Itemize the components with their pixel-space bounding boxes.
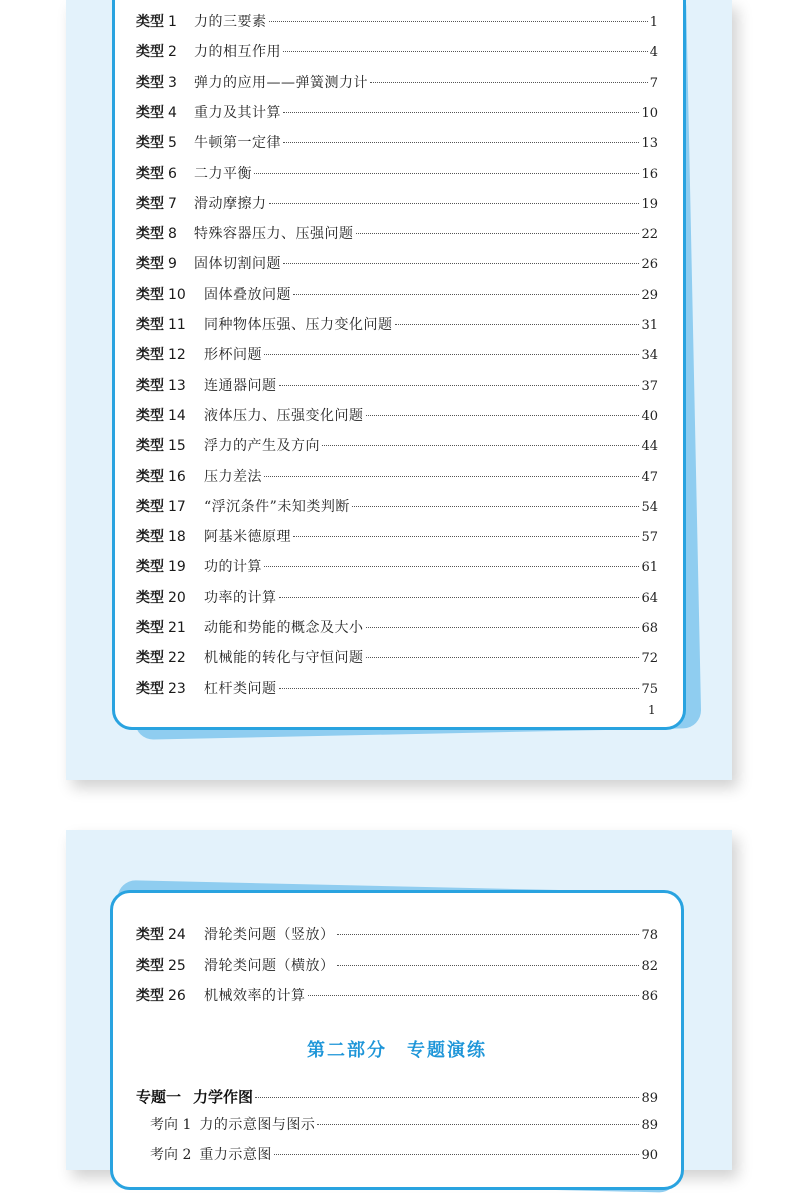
toc-entry-row[interactable] <box>136 314 658 338</box>
entry-type-label <box>136 556 196 576</box>
entry-title: 功率的计算 <box>204 589 277 606</box>
entry-title: 固体叠放问题 <box>204 286 291 303</box>
type-word: 类型 <box>136 286 164 303</box>
subtopic-page: 90 <box>641 1148 658 1163</box>
entry-type-label <box>136 284 196 304</box>
toc-entry-row[interactable] <box>136 924 658 948</box>
entry-page: 44 <box>641 439 658 455</box>
toc-entry-row[interactable] <box>136 375 658 399</box>
type-word: 类型 <box>136 680 164 697</box>
entry-title: “浮沉条件”未知类判断 <box>204 498 350 515</box>
topic-title: 力学作图 <box>193 1088 254 1106</box>
leader-dots <box>279 597 640 598</box>
entry-type-label <box>136 163 186 183</box>
toc-entry-row[interactable] <box>136 284 658 308</box>
subtopic-label: 考向 1 <box>150 1117 192 1133</box>
entry-type-label <box>136 587 196 607</box>
leader-dots <box>279 385 640 386</box>
type-word: 类型 <box>136 226 164 243</box>
leader-dots <box>322 445 639 446</box>
type-number: 12 <box>168 347 186 364</box>
type-number: 9 <box>168 256 177 273</box>
type-word: 类型 <box>136 498 164 515</box>
entry-type-label <box>136 132 186 152</box>
toc-entry-row[interactable] <box>136 556 658 580</box>
toc-entry-row[interactable] <box>136 678 658 702</box>
entry-page: 54 <box>641 499 658 515</box>
type-number: 13 <box>168 377 186 394</box>
subtopic-title: 力的示意图与图示 <box>199 1117 316 1133</box>
type-number: 11 <box>168 317 186 333</box>
entry-type-label <box>136 617 196 637</box>
entry-title: 阿基米德原理 <box>204 529 291 546</box>
type-number: 20 <box>168 589 186 606</box>
entry-type-label <box>136 314 196 334</box>
entry-title: 机械效率的计算 <box>204 988 306 1004</box>
entry-type-label <box>136 344 196 364</box>
entry-title: 功的计算 <box>204 559 262 576</box>
type-number: 25 <box>168 957 186 974</box>
leader-dots <box>274 1154 640 1155</box>
type-word: 类型 <box>136 74 164 91</box>
entry-type-label <box>136 526 196 546</box>
type-word: 类型 <box>136 468 164 485</box>
entry-type-label <box>136 72 186 92</box>
entry-title: 液体压力、压强变化问题 <box>204 407 364 424</box>
toc-entry-row[interactable] <box>136 405 658 429</box>
entry-page: 86 <box>641 989 658 1004</box>
entry-page: 26 <box>641 257 658 273</box>
toc-topic-row[interactable] <box>136 1086 658 1110</box>
entry-page: 31 <box>641 318 658 333</box>
type-word: 类型 <box>136 256 164 273</box>
type-number: 26 <box>168 988 186 1004</box>
entry-title: 牛顿第一定律 <box>194 135 281 152</box>
entry-page: 47 <box>641 469 658 485</box>
entry-page: 1 <box>649 15 658 30</box>
entry-title: 重力及其计算 <box>194 104 281 121</box>
leader-dots <box>337 965 640 966</box>
leader-dots <box>366 627 640 628</box>
toc-entry-row[interactable] <box>136 587 658 611</box>
toc-entry-row[interactable] <box>136 223 658 247</box>
entry-type-label <box>136 435 196 455</box>
type-number: 24 <box>168 927 186 943</box>
type-word: 类型 <box>136 407 164 424</box>
leader-dots <box>395 324 640 325</box>
toc-entry-row[interactable] <box>136 41 658 65</box>
entry-title: 滑轮类问题（竖放） <box>204 927 335 943</box>
entry-page: 29 <box>641 287 658 303</box>
entry-title: 机械能的转化与守恒问题 <box>204 650 364 667</box>
entry-page: 22 <box>641 227 658 243</box>
entry-page: 57 <box>641 530 658 546</box>
toc-entry-row[interactable] <box>136 344 658 368</box>
entry-type-label <box>136 678 196 698</box>
leader-dots <box>356 233 640 234</box>
entry-title: 连通器问题 <box>204 377 277 394</box>
toc-entry-row[interactable] <box>136 526 658 550</box>
type-word: 类型 <box>136 104 164 121</box>
entry-type-label <box>136 955 196 975</box>
entry-title: 力的三要素 <box>194 14 267 30</box>
entry-type-label <box>136 466 196 486</box>
type-number: 2 <box>168 44 177 61</box>
entry-type-label <box>136 253 186 273</box>
leader-dots <box>352 506 640 507</box>
topic-page: 89 <box>641 1091 658 1106</box>
type-word: 类型 <box>136 44 164 61</box>
entry-page: 40 <box>641 408 658 424</box>
leader-dots <box>293 536 639 537</box>
type-word: 类型 <box>136 195 164 212</box>
type-word: 类型 <box>136 988 164 1004</box>
leader-dots <box>317 1124 639 1125</box>
type-number: 19 <box>168 559 186 576</box>
entry-type-label <box>136 41 186 61</box>
entry-type-label <box>136 193 186 213</box>
subtopic-title: 重力示意图 <box>199 1147 272 1163</box>
entry-page: 68 <box>641 621 658 636</box>
entry-type-label <box>136 223 186 243</box>
entry-title: 滑轮类问题（横放） <box>204 957 335 974</box>
type-word: 类型 <box>136 135 164 152</box>
toc-entry-row[interactable] <box>136 253 658 277</box>
leader-dots <box>264 566 639 567</box>
entry-type-label <box>136 11 186 31</box>
entry-type-label <box>136 924 196 944</box>
leader-dots <box>254 173 639 174</box>
entry-type-label <box>136 375 196 395</box>
leader-dots <box>279 688 640 689</box>
type-number: 17 <box>168 498 186 515</box>
toc-entry-row[interactable] <box>136 132 658 156</box>
section-heading: 第二部分 专题演练 <box>307 1040 487 1061</box>
toc-entry-row[interactable] <box>136 435 658 459</box>
entry-type-label <box>136 102 186 122</box>
type-word: 类型 <box>136 650 164 667</box>
leader-dots <box>283 142 639 143</box>
entry-title: 固体切割问题 <box>194 256 281 273</box>
toc-entry-row[interactable] <box>136 11 658 35</box>
type-number: 8 <box>168 226 177 243</box>
toc-entry-row[interactable] <box>136 193 658 217</box>
toc-entry-row[interactable] <box>136 72 658 96</box>
entry-page: 75 <box>641 681 658 697</box>
type-word: 类型 <box>136 438 164 455</box>
subtopic-page: 89 <box>641 1118 658 1133</box>
entry-page: 61 <box>641 560 658 576</box>
entry-title: 杠杆类问题 <box>204 680 277 697</box>
type-number: 10 <box>168 286 186 303</box>
leader-dots <box>337 934 640 935</box>
type-word: 类型 <box>136 14 164 30</box>
entry-type-label <box>136 405 196 425</box>
type-number: 21 <box>168 620 186 636</box>
entry-page: 78 <box>641 928 658 943</box>
type-number: 22 <box>168 650 186 667</box>
type-number: 23 <box>168 680 186 697</box>
entry-type-label <box>136 985 196 1005</box>
toc-entry-row[interactable] <box>136 102 658 126</box>
type-word: 类型 <box>136 317 164 333</box>
entry-type-label <box>136 647 196 667</box>
entry-title: 弹力的应用——弹簧测力计 <box>194 74 368 91</box>
leader-dots <box>308 995 640 996</box>
entry-page: 82 <box>641 958 658 974</box>
toc-entry-row[interactable] <box>136 955 658 979</box>
entry-title: 特殊容器压力、压强问题 <box>194 226 354 243</box>
leader-dots <box>293 294 639 295</box>
leader-dots <box>283 51 648 52</box>
leader-dots <box>283 263 639 264</box>
type-word: 类型 <box>136 347 164 364</box>
subtopic-label: 考向 2 <box>150 1147 192 1163</box>
type-word: 类型 <box>136 957 164 974</box>
type-number: 1 <box>168 14 177 30</box>
entry-page: 19 <box>641 196 658 212</box>
toc-entry-row[interactable] <box>136 985 658 1009</box>
type-number: 18 <box>168 529 186 546</box>
entry-type-label <box>136 496 196 516</box>
type-word: 类型 <box>136 165 164 182</box>
entry-page: 13 <box>641 136 658 152</box>
entry-page: 72 <box>641 651 658 667</box>
entry-title: 力的相互作用 <box>194 44 281 61</box>
topic-label: 专题一 <box>136 1088 182 1106</box>
entry-title: 形杯问题 <box>204 347 262 364</box>
type-number: 5 <box>168 135 177 152</box>
type-number: 7 <box>168 195 177 212</box>
type-word: 类型 <box>136 529 164 546</box>
entry-page: 34 <box>641 348 658 364</box>
leader-dots <box>264 354 639 355</box>
toc-entry-row[interactable] <box>136 163 658 187</box>
leader-dots <box>366 415 640 416</box>
type-number: 6 <box>168 165 177 182</box>
type-word: 类型 <box>136 559 164 576</box>
type-word: 类型 <box>136 620 164 636</box>
entry-page: 10 <box>641 105 658 121</box>
type-word: 类型 <box>136 589 164 606</box>
entry-title: 动能和势能的概念及大小 <box>204 620 364 636</box>
leader-dots <box>366 657 640 658</box>
type-word: 类型 <box>136 377 164 394</box>
toc-entry-row[interactable] <box>136 466 658 490</box>
entry-title: 同种物体压强、压力变化问题 <box>204 317 393 333</box>
entry-title: 二力平衡 <box>194 165 252 182</box>
toc-entry-row[interactable] <box>136 617 658 641</box>
leader-dots <box>283 112 639 113</box>
entry-page: 16 <box>641 166 658 182</box>
type-number: 16 <box>168 468 186 485</box>
page-number: 1 <box>648 703 656 717</box>
type-number: 3 <box>168 74 177 91</box>
toc-subtopic-row[interactable] <box>150 1144 658 1168</box>
leader-dots <box>269 203 640 204</box>
entry-page: 4 <box>649 45 658 61</box>
leader-dots <box>370 82 648 83</box>
toc-entry-row[interactable] <box>136 496 658 520</box>
entry-title: 压力差法 <box>204 468 262 485</box>
leader-dots <box>255 1097 639 1098</box>
toc-subtopic-row[interactable] <box>150 1114 658 1138</box>
type-number: 14 <box>168 407 186 424</box>
leader-dots <box>264 476 639 477</box>
toc-entry-row[interactable] <box>136 647 658 671</box>
type-word: 类型 <box>136 927 164 943</box>
entry-page: 64 <box>641 590 658 606</box>
leader-dots <box>269 21 648 22</box>
type-number: 15 <box>168 438 186 455</box>
entry-page: 7 <box>649 75 658 91</box>
entry-page: 37 <box>641 378 658 394</box>
entry-title: 浮力的产生及方向 <box>204 438 320 455</box>
entry-title: 滑动摩擦力 <box>194 195 267 212</box>
type-number: 4 <box>168 104 177 121</box>
